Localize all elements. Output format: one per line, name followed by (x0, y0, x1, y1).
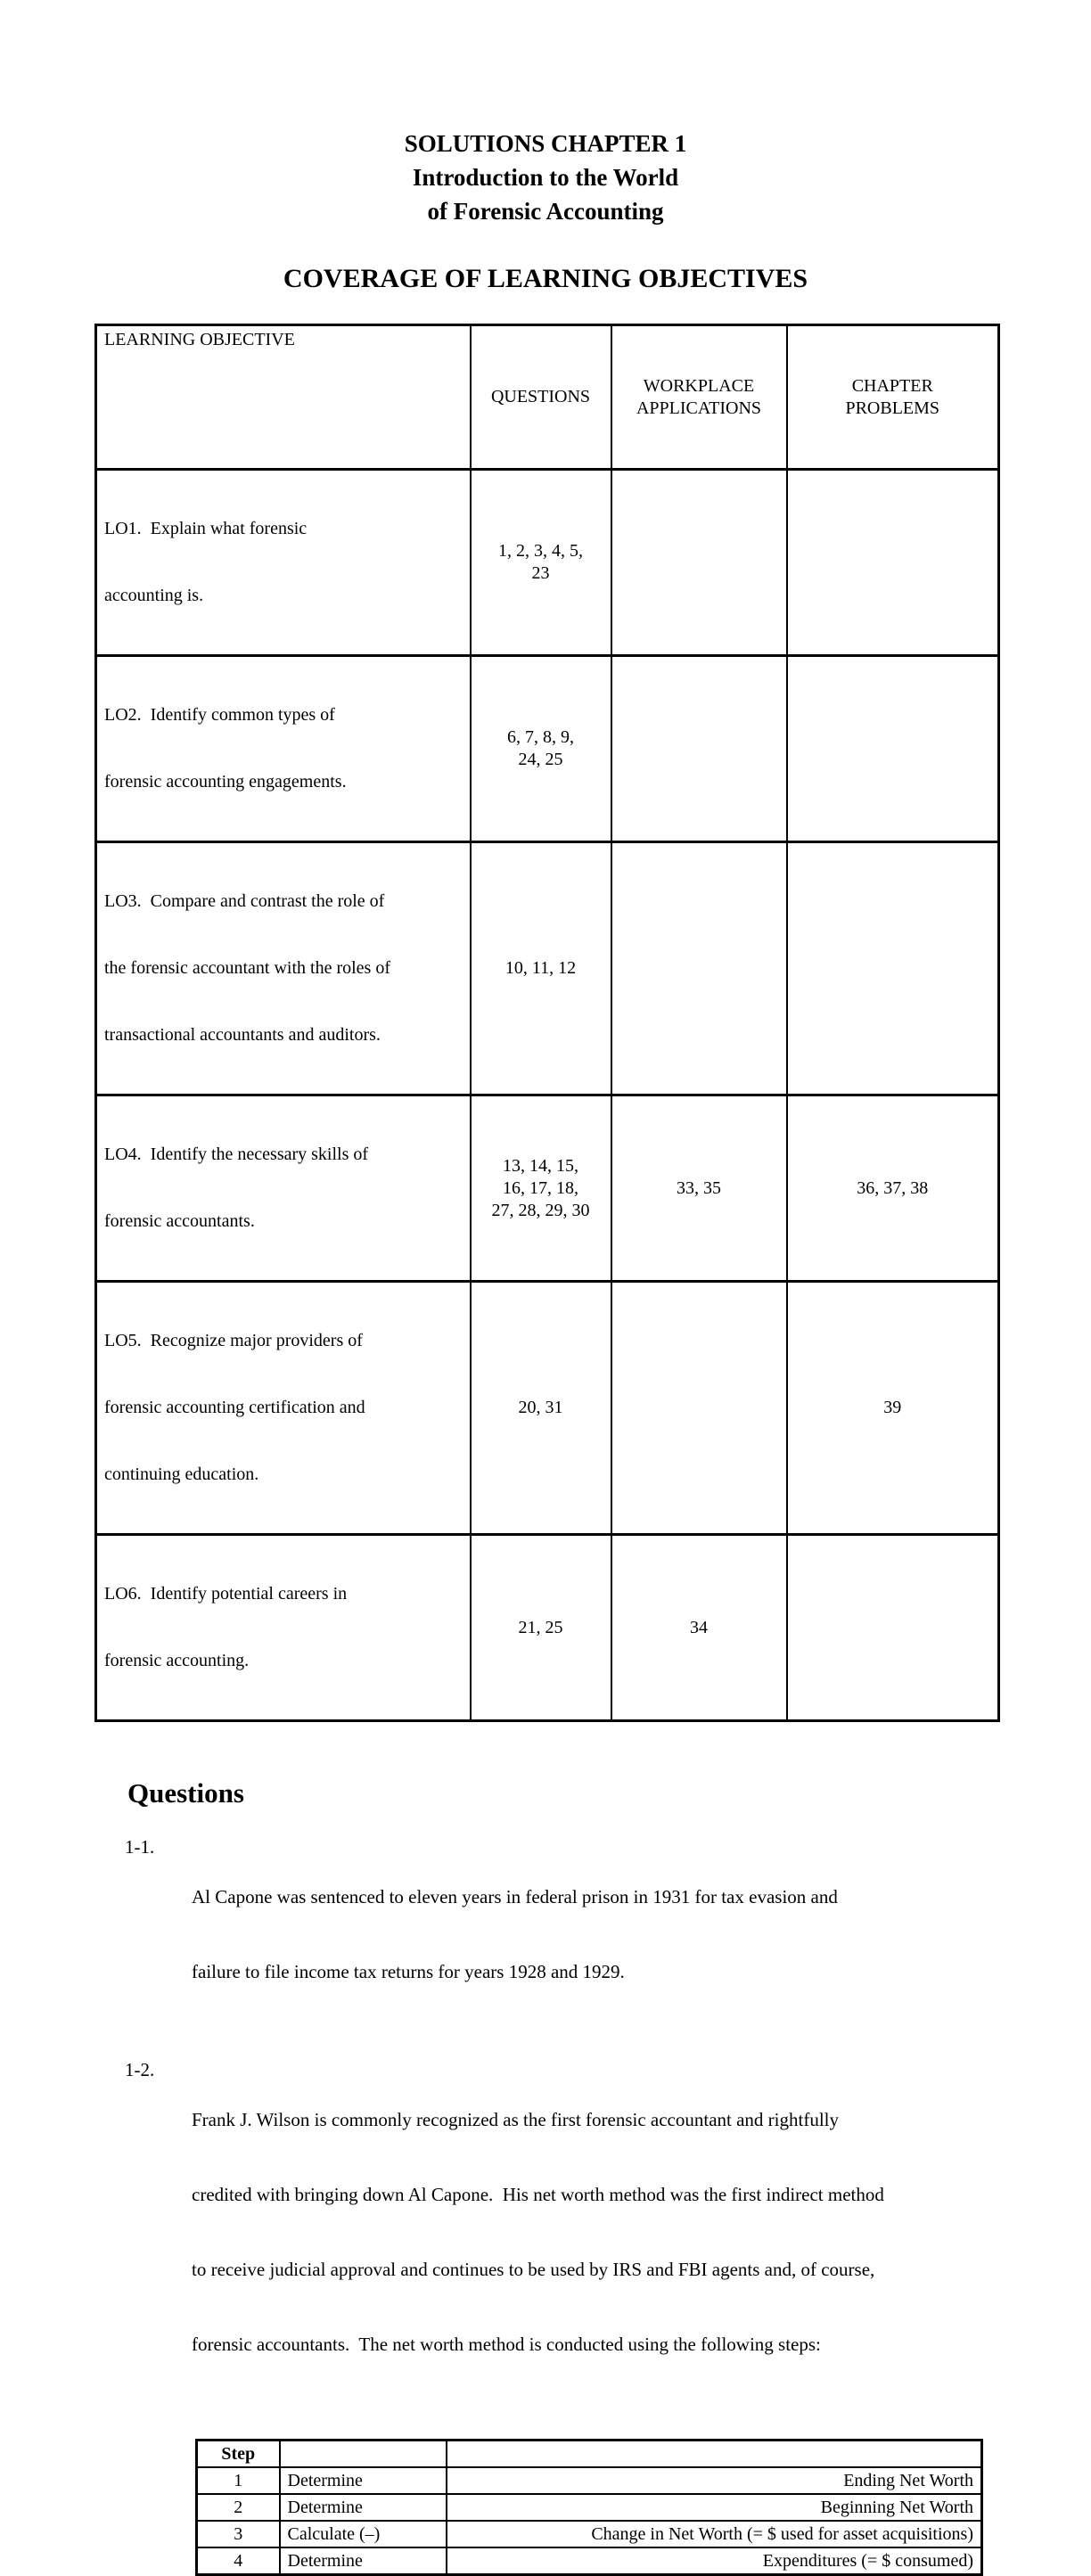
text-line: LO5. Recognize major providers of (104, 1331, 363, 1350)
result-cell: Change in Net Worth (= $ used for asset acquisitions) (447, 2521, 982, 2547)
workplace-cell (611, 1282, 787, 1535)
action-cell: Determine (280, 2494, 447, 2521)
result-cell: Expenditures (= $ consumed) (447, 2547, 982, 2575)
objective-cell (96, 1535, 471, 1721)
coverage-heading: COVERAGE OF LEARNING OBJECTIVES (283, 264, 808, 293)
questions-heading: Questions (127, 1777, 244, 1809)
net-worth-steps-table (195, 2439, 983, 2576)
questions-cell (471, 842, 611, 1095)
header-learning-objective: LEARNING OBJECTIVE (96, 325, 471, 470)
text-line: transactional accountants and auditors. (104, 1025, 381, 1045)
text-line: CHAPTER (851, 375, 933, 396)
header-questions: QUESTIONS (471, 325, 611, 470)
lo-table-header-row (96, 325, 999, 470)
workplace-cell: 34 (611, 1535, 787, 1721)
text-line: LO4. Identify the necessary skills of (104, 1144, 369, 1164)
objective-cell (96, 1282, 471, 1535)
workplace-cell: 33, 35 (611, 1095, 787, 1282)
problems-cell: 39 (787, 1282, 999, 1535)
text-line: 6, 7, 8, 9, (507, 727, 574, 747)
question-number: 1-1. (125, 1836, 155, 1858)
questions-cell (471, 656, 611, 842)
problems-cell (787, 842, 999, 1095)
text-line: 24, 25 (518, 750, 563, 769)
text-line: forensic accounting. (104, 1651, 250, 1670)
text-line: Al Capone was sentenced to eleven years in federal prison in 1931 for tax evasion and (192, 1886, 838, 1907)
text-line: LO2. Identify common types of (104, 705, 335, 725)
step-cell: 1 (197, 2467, 280, 2494)
text-line: forensic accounting engagements. (104, 772, 347, 792)
text-line: failure to file income tax returns for years 1928 and 1929. (192, 1961, 625, 1982)
text-line: LO1. Explain what forensic (104, 519, 308, 538)
question-item-1-1 (125, 1834, 1091, 2034)
text-line: 20, 31 (518, 1398, 563, 1417)
text-line: 21, 25 (518, 1617, 563, 1637)
header-chapter-problems (787, 325, 999, 470)
step-row-1 (197, 2467, 982, 2494)
objective-cell (96, 842, 471, 1095)
text-line: to receive judicial approval and continues to be used by IRS and FBI agents and, of course, (192, 2259, 875, 2280)
step-column-header: Step (197, 2441, 280, 2468)
lo-row-3 (96, 842, 999, 1095)
lo-row-4 (96, 1095, 999, 1282)
action-cell: Determine (280, 2467, 447, 2494)
step-row-3 (197, 2521, 982, 2547)
step-cell: 3 (197, 2521, 280, 2547)
objective-cell (96, 656, 471, 842)
text-line: LO3. Compare and contrast the role of (104, 891, 385, 911)
text-line: WORKPLACE (643, 375, 755, 396)
action-cell: Calculate (–) (280, 2521, 447, 2547)
workplace-cell (611, 656, 787, 842)
action-column-header (280, 2441, 447, 2468)
text-line: 23 (531, 563, 550, 583)
text-line: 27, 28, 29, 30 (491, 1200, 590, 1220)
result-cell: Ending Net Worth (447, 2467, 982, 2494)
text-line: 13, 14, 15, (503, 1155, 578, 1176)
text-line: 1, 2, 3, 4, 5, (498, 541, 583, 561)
text-line: APPLICATIONS (636, 398, 762, 418)
problems-cell: 36, 37, 38 (787, 1095, 999, 1282)
result-cell: Beginning Net Worth (447, 2494, 982, 2521)
questions-cell (471, 1282, 611, 1535)
text-line: Frank J. Wilson is commonly recognized as the first forensic accountant and rightfully (192, 2109, 840, 2130)
step-cell: 4 (197, 2547, 280, 2575)
text-line: continuing education. (104, 1464, 259, 1484)
question-item-1-2 (125, 2057, 1091, 2407)
title-line-1: SOLUTIONS CHAPTER 1 (404, 130, 687, 157)
text-line: 10, 11, 12 (504, 958, 577, 978)
text-line: PROBLEMS (845, 398, 940, 418)
title-line-3: of Forensic Accounting (427, 198, 664, 225)
text-line: forensic accountants. The net worth method is conducted using the following steps: (192, 2334, 821, 2355)
step-row-4 (197, 2547, 982, 2575)
lo-row-2 (96, 656, 999, 842)
text-line: LO6. Identify potential careers in (104, 1584, 348, 1604)
lo-row-5 (96, 1282, 999, 1535)
objective-cell (96, 1095, 471, 1282)
problems-cell (787, 470, 999, 656)
lo-row-1 (96, 470, 999, 656)
document-title (0, 0, 1091, 228)
problems-cell (787, 1535, 999, 1721)
questions-cell (471, 470, 611, 656)
result-column-header (447, 2441, 982, 2468)
text-line: the forensic accountant with the roles of (104, 958, 390, 978)
step-cell: 2 (197, 2494, 280, 2521)
questions-cell (471, 1095, 611, 1282)
workplace-cell (611, 842, 787, 1095)
workplace-cell (611, 470, 787, 656)
text-line: forensic accounting certification and (104, 1398, 365, 1417)
question-text (192, 2057, 884, 2407)
question-number: 1-2. (125, 2059, 155, 2080)
lo-row-6 (96, 1535, 999, 1721)
title-line-2: Introduction to the World (412, 164, 679, 191)
text-line: credited with bringing down Al Capone. His net worth method was the first indirect method (192, 2184, 884, 2205)
questions-cell (471, 1535, 611, 1721)
header-workplace-applications (611, 325, 787, 470)
objective-cell (96, 470, 471, 656)
step-row-2 (197, 2494, 982, 2521)
question-text (192, 1834, 838, 2034)
steps-header-row (197, 2441, 982, 2468)
action-cell: Determine (280, 2547, 447, 2575)
learning-objectives-table (94, 324, 1000, 1722)
problems-cell (787, 656, 999, 842)
text-line: forensic accountants. (104, 1211, 255, 1231)
text-line: accounting is. (104, 586, 204, 605)
text-line: 16, 17, 18, (503, 1177, 578, 1198)
